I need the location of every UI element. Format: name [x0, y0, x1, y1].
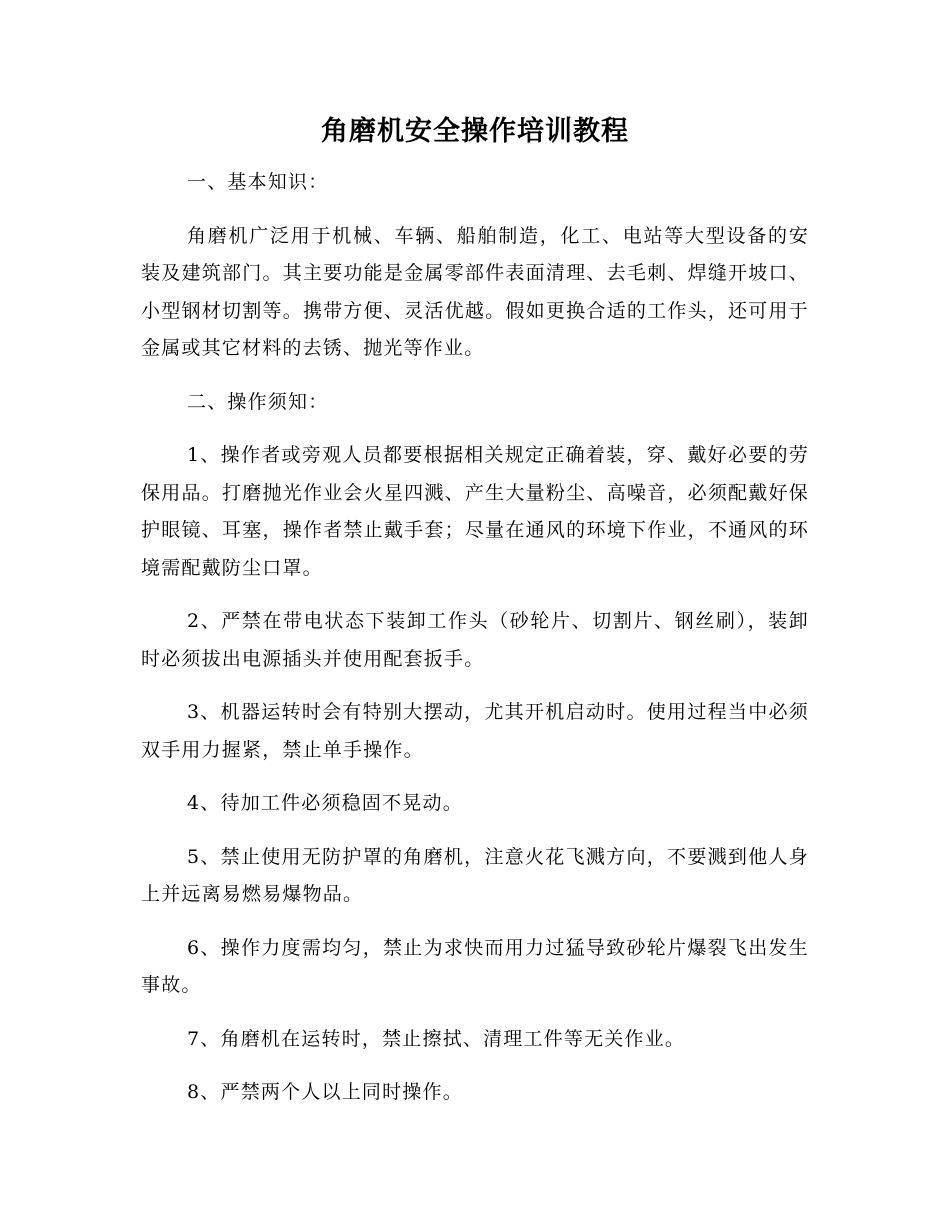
page-title: 角磨机安全操作培训教程 — [321, 116, 629, 147]
rule-item-6: 6、操作力度需均匀，禁止为求快而用力过猛导致砂轮片爆裂飞出发生事故。 — [141, 936, 809, 996]
section-heading-basic-knowledge: 一、基本知识： — [187, 171, 329, 193]
rule-item-7: 7、角磨机在运转时，禁止擦拭、清理工件等无关作业。 — [187, 1027, 686, 1050]
rule-item-1: 1、操作者或旁观人员都要根据相关规定正确着装，穿、戴好必要的劳保用品。打磨抛光作业会火星四溅、产生大量粉尘、高噪音，必须配戴好保护眼镜、耳塞，操作者禁止戴手套；尽量在通风的环境下作业，不通风的环境需配戴防尘口罩。 — [141, 444, 809, 579]
rule-item-2: 2、严禁在带电状态下装卸工作头（砂轮片、切割片、钢丝刷），装卸时必须拔出电源插头并使用配套扳手。 — [141, 610, 809, 670]
rule-item-8: 8、严禁两个人以上同时操作。 — [187, 1081, 463, 1103]
rule-item-3: 3、机器运转时会有特别大摆动，尤其开机启动时。使用过程当中必须双手用力握紧，禁止单手操作。 — [141, 701, 809, 761]
rule-item-5: 5、禁止使用无防护罩的角磨机，注意火花飞溅方向，不要溅到他人身上并远离易燃易爆物品。 — [141, 845, 809, 905]
paragraph-description: 角磨机广泛用于机械、车辆、船舶制造，化工、电站等大型设备的安装及建筑部门。其主要功能是金属零部件表面清理、去毛刺、焊缝开坡口、小型钢材切割等。携带方便、灵活优越。假如更换合适的工作头，还可用于金属或其它材料的去锈、抛光等作业。 — [141, 224, 809, 359]
section-heading-operation-notes: 二、操作须知： — [187, 390, 329, 413]
document-body — [141, 164, 809, 1128]
rule-item-4: 4、待加工件必须稳固不晃动。 — [187, 792, 463, 814]
